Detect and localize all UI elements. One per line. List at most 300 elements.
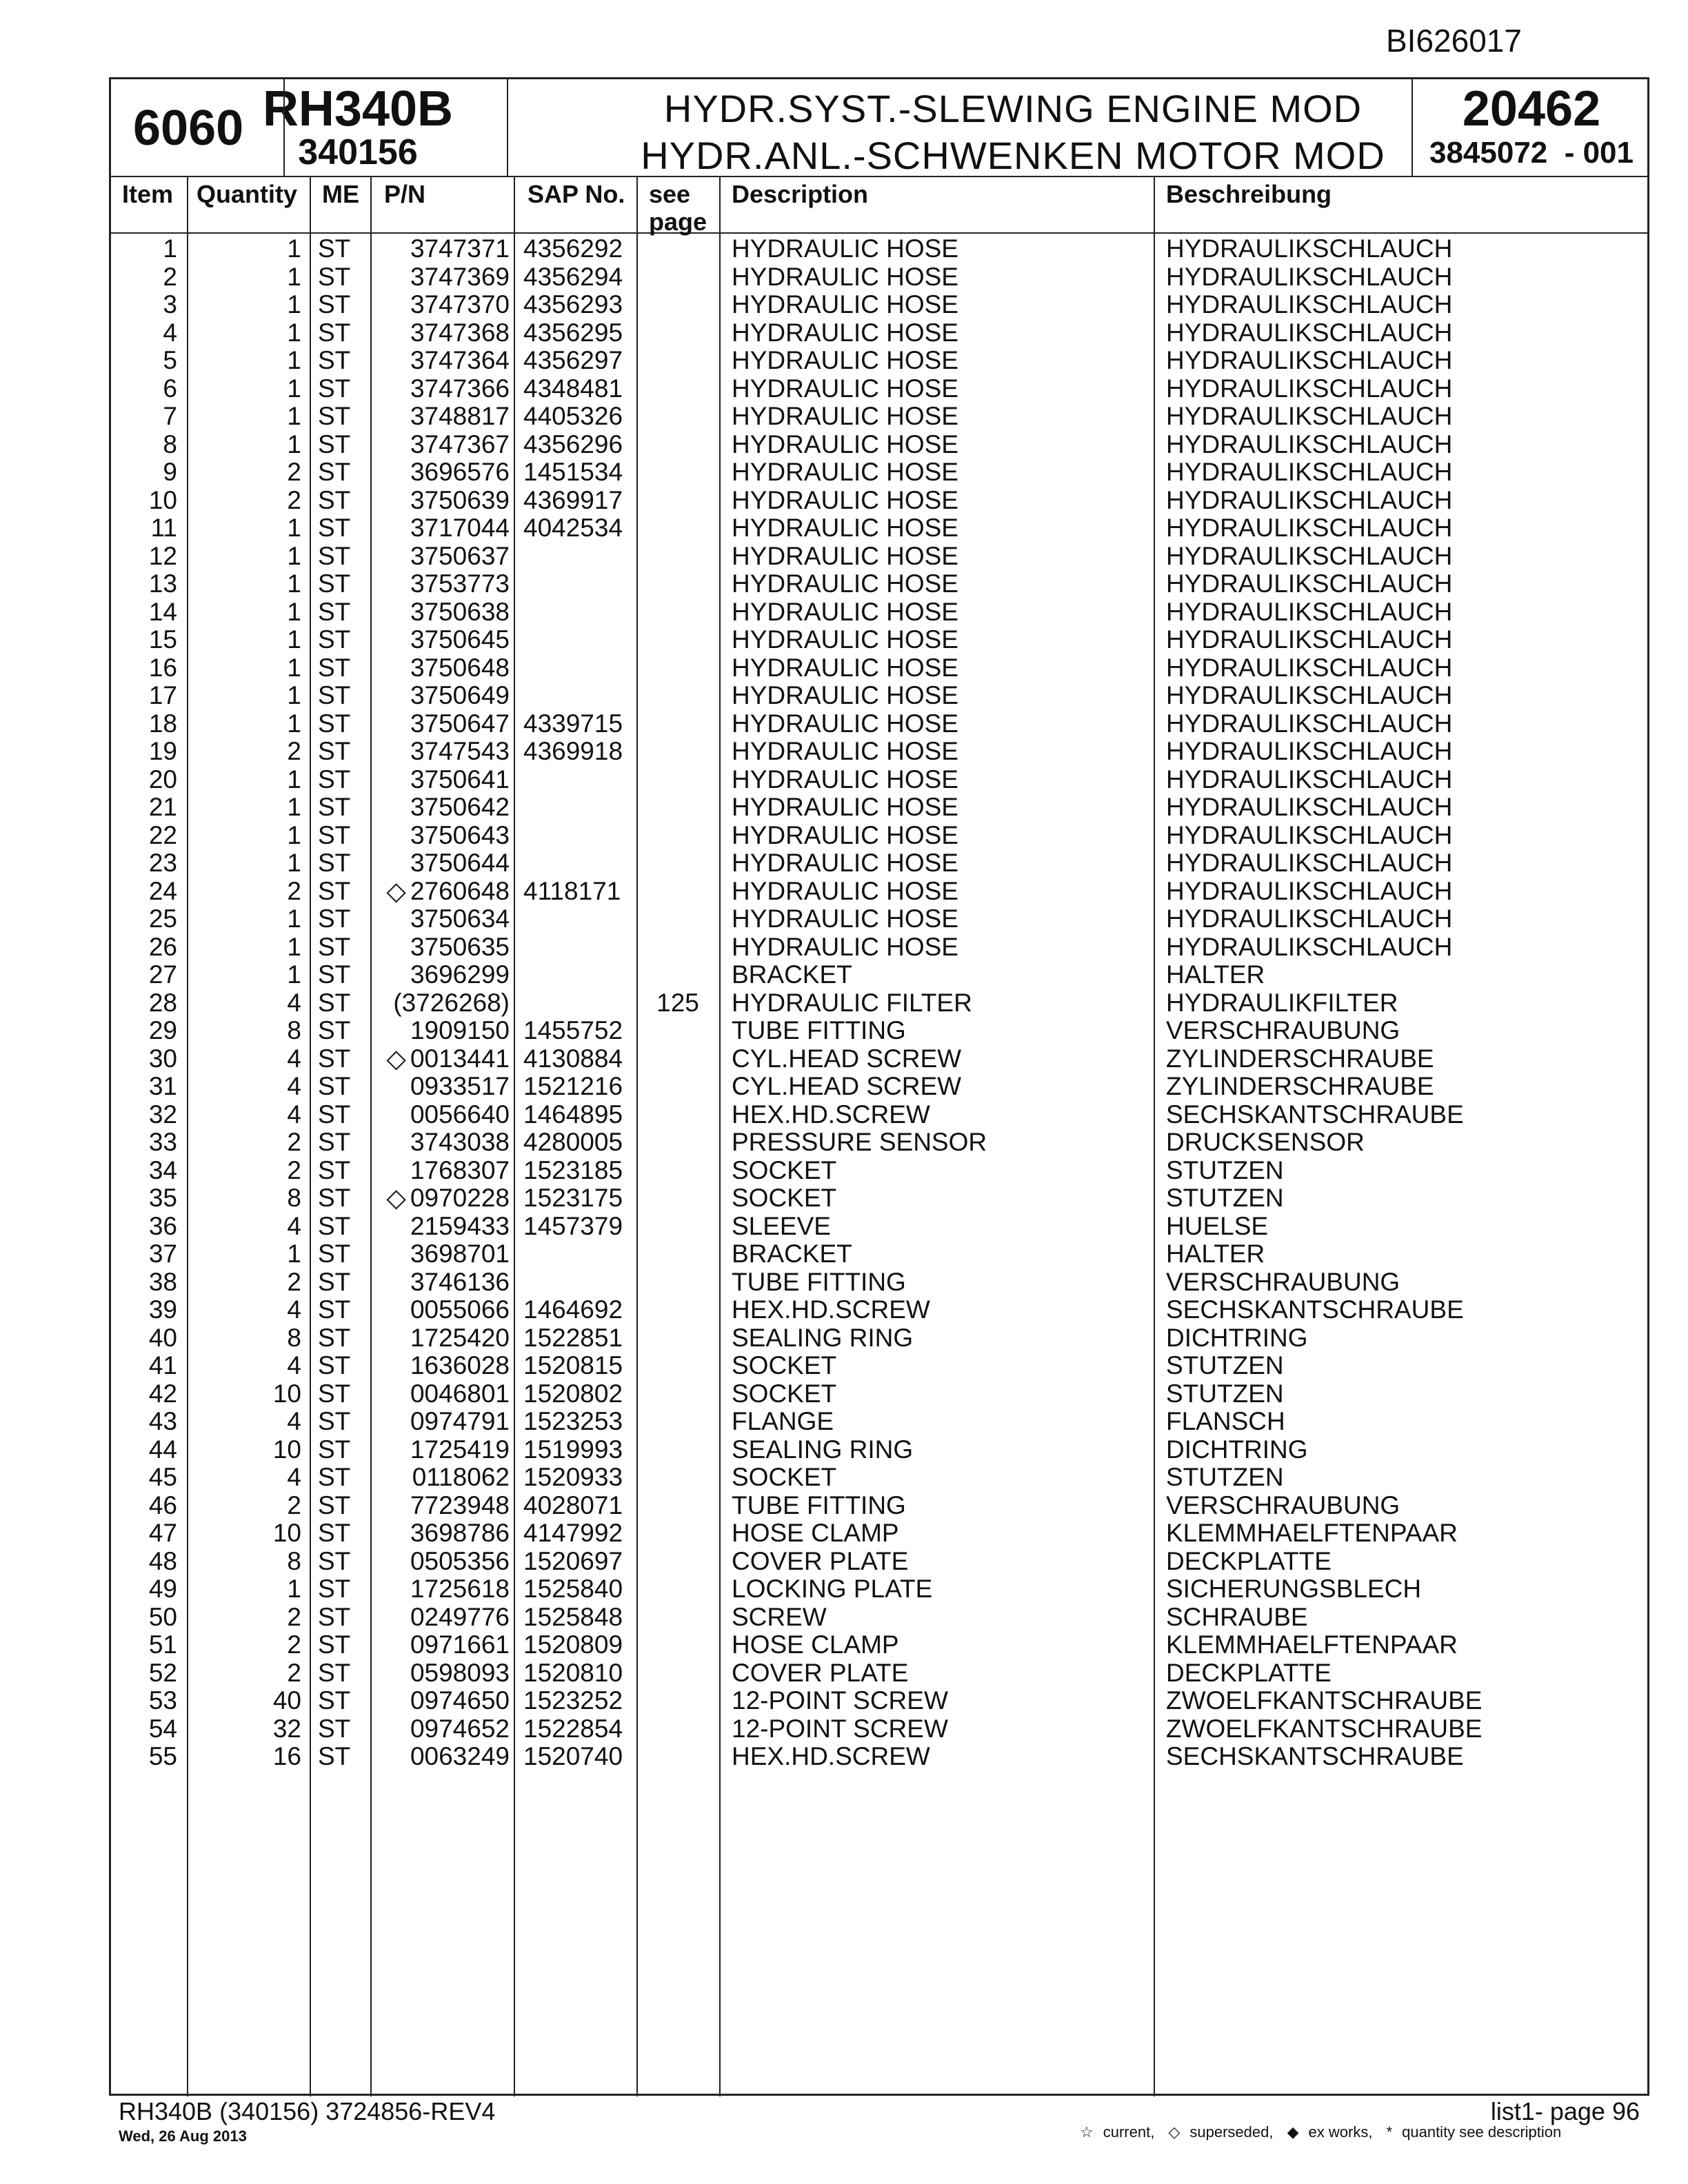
cell-description-text: SLEEVE (732, 1211, 831, 1240)
cell-item (111, 570, 177, 598)
table-row (111, 1436, 1647, 1464)
cell-me-text: ST (318, 1044, 351, 1073)
cell-beschreibung-text: DICHTRING (1166, 1323, 1308, 1352)
cell-quantity (187, 1659, 301, 1687)
cell-beschreibung (1166, 1184, 1635, 1212)
cell-pn (377, 989, 510, 1017)
cell-beschreibung (1166, 543, 1635, 570)
cell-item-text: 5 (163, 346, 177, 374)
cell-sap (523, 1687, 634, 1715)
cell-sap (523, 1184, 634, 1212)
cell-sap (523, 431, 634, 458)
cell-beschreibung (1166, 263, 1635, 291)
cell-item (111, 347, 177, 374)
cell-description-text: HYDRAULIC HOSE (732, 374, 958, 403)
cell-pn-text: 0056640 (410, 1100, 510, 1129)
cell-beschreibung (1166, 1408, 1635, 1435)
cell-item-text: 12 (148, 541, 177, 570)
cell-pn-text: 2159433 (410, 1211, 510, 1240)
cell-description-text: HYDRAULIC HOSE (732, 514, 958, 542)
cell-beschreibung-text: HYDRAULIKSCHLAUCH (1166, 290, 1453, 318)
table-row (111, 235, 1647, 263)
cell-quantity-text: 2 (287, 1267, 301, 1296)
cell-quantity-text: 4 (287, 1072, 301, 1100)
table-row (111, 570, 1647, 598)
cell-sap-text: 1455752 (523, 1016, 623, 1044)
cell-description-text: HEX.HD.SCREW (732, 1100, 930, 1129)
cell-sap (523, 1380, 634, 1408)
cell-me (318, 1631, 366, 1659)
cell-me (318, 1659, 366, 1687)
cell-quantity (187, 1464, 301, 1491)
table-row (111, 1324, 1647, 1353)
cell-me-text: ST (318, 1490, 351, 1519)
cell-quantity (187, 291, 301, 318)
cell-quantity (187, 1240, 301, 1268)
cell-sap (523, 375, 634, 403)
cell-beschreibung-text: HYDRAULIKSCHLAUCH (1166, 625, 1453, 654)
cell-pn-text: 3747368 (410, 318, 510, 347)
cell-beschreibung-text: SCHRAUBE (1166, 1602, 1308, 1631)
cell-me (318, 1101, 366, 1129)
cell-beschreibung-text: HYDRAULIKSCHLAUCH (1166, 904, 1453, 933)
cell-me (318, 1352, 366, 1379)
cell-description-text: SOCKET (732, 1379, 837, 1408)
cell-beschreibung-text: HYDRAULIKSCHLAUCH (1166, 932, 1453, 961)
cell-pn-text: 3750641 (410, 765, 510, 793)
cell-pn (377, 1715, 510, 1743)
cell-pn (377, 319, 510, 347)
cell-me (318, 1017, 366, 1044)
cell-quantity-text: 2 (287, 737, 301, 765)
cell-pn-text: 3750642 (410, 793, 510, 821)
cell-quantity-text: 1 (287, 514, 301, 542)
cell-sap-text: 4280005 (523, 1128, 623, 1156)
cell-description-text: 12-POINT SCREW (732, 1686, 948, 1715)
cell-pn (377, 793, 510, 821)
table-row (111, 1213, 1647, 1241)
cell-description (732, 1017, 1145, 1044)
cell-beschreibung-text: HYDRAULIKSCHLAUCH (1166, 402, 1453, 430)
cell-me-text: ST (318, 374, 351, 403)
cell-quantity-text: 2 (287, 1630, 301, 1659)
table-row (111, 1073, 1647, 1101)
cell-description (732, 1101, 1145, 1129)
cell-me (318, 1324, 366, 1352)
cell-beschreibung-text: HYDRAULIKFILTER (1166, 988, 1398, 1017)
cell-sap-text: 1522851 (523, 1323, 623, 1352)
cell-item-text: 27 (148, 960, 177, 989)
cell-item-text: 36 (148, 1211, 177, 1240)
cell-pn (377, 1240, 510, 1268)
cell-sap (523, 710, 634, 738)
cell-pn (377, 263, 510, 291)
cell-sap (523, 347, 634, 374)
cell-sap (523, 458, 634, 486)
cell-quantity (187, 793, 301, 821)
cell-item-text: 49 (148, 1575, 177, 1603)
cell-beschreibung (1166, 403, 1635, 430)
cell-sap-text: 1523253 (523, 1407, 623, 1435)
cell-beschreibung (1166, 654, 1635, 682)
cell-pn-text: 3746136 (410, 1267, 510, 1296)
title-german: HYDR.ANL.-SCHWENKEN MOTOR MOD (641, 134, 1385, 177)
cell-description-text: HYDRAULIC FILTER (732, 988, 972, 1017)
cell-item (111, 905, 177, 933)
title-english: HYDR.SYST.-SLEWING ENGINE MOD (663, 87, 1363, 130)
cell-item (111, 1017, 177, 1044)
cell-pn (377, 570, 510, 598)
cell-me-text: ST (318, 1519, 351, 1547)
cell-item (111, 1408, 177, 1435)
cell-beschreibung-text: HYDRAULIKSCHLAUCH (1166, 569, 1453, 598)
cell-item-text: 15 (148, 625, 177, 654)
table-row (111, 291, 1647, 319)
table-row (111, 403, 1647, 431)
cell-beschreibung-text: DECKPLATTE (1166, 1658, 1332, 1687)
cell-quantity (187, 1575, 301, 1603)
cell-pn-text: 0249776 (410, 1602, 510, 1631)
table-row (111, 431, 1647, 459)
cell-beschreibung-text: STUTZEN (1166, 1351, 1284, 1379)
cell-sap-text: 1520802 (523, 1379, 623, 1408)
cell-quantity-text: 1 (287, 234, 301, 263)
cell-beschreibung (1166, 1380, 1635, 1408)
cell-beschreibung-text: HYDRAULIKSCHLAUCH (1166, 709, 1453, 738)
table-row (111, 1715, 1647, 1743)
cell-beschreibung (1166, 598, 1635, 626)
cell-pn (377, 1548, 510, 1575)
cell-beschreibung (1166, 1296, 1635, 1324)
cell-description-text: SEALING RING (732, 1435, 914, 1464)
cell-description-text: HEX.HD.SCREW (732, 1295, 930, 1324)
cell-item (111, 822, 177, 849)
cell-pn-text: 3748817 (410, 402, 510, 430)
cell-beschreibung-text: HUELSE (1166, 1211, 1269, 1240)
cell-item-text: 17 (148, 681, 177, 709)
cell-description (732, 1213, 1145, 1240)
legend-superseded: superseded, (1189, 2123, 1274, 2141)
table-row (111, 458, 1647, 487)
cell-quantity (187, 626, 301, 654)
cell-quantity (187, 1715, 301, 1743)
cell-beschreibung (1166, 570, 1635, 598)
cell-pn-text: 1636028 (410, 1351, 510, 1379)
cell-me-text: ST (318, 1240, 351, 1268)
cell-sap (523, 878, 634, 905)
cell-sap-text: 1523252 (523, 1686, 623, 1715)
cell-quantity (187, 961, 301, 989)
cell-me-text: ST (318, 1295, 351, 1324)
cell-me (318, 403, 366, 430)
table-row (111, 1380, 1647, 1408)
table-row (111, 1101, 1647, 1129)
table-row (111, 1045, 1647, 1073)
cell-me-text: ST (318, 681, 351, 709)
cell-pn-text: 1909150 (410, 1016, 510, 1044)
cell-description (732, 682, 1145, 709)
table-row (111, 933, 1647, 962)
cell-me (318, 1715, 366, 1743)
cell-sap (523, 1296, 634, 1324)
cell-pn-text: 3747370 (410, 290, 510, 318)
cell-item (111, 933, 177, 961)
cell-pn-text: 3750647 (410, 709, 510, 738)
cell-quantity (187, 1184, 301, 1212)
cell-quantity (187, 403, 301, 430)
cell-quantity-text: 10 (272, 1519, 301, 1547)
cell-quantity (187, 1519, 301, 1547)
title-cell (503, 79, 1523, 177)
cell-quantity (187, 822, 301, 849)
cell-quantity (187, 1436, 301, 1464)
symbol-legend (1080, 2123, 1571, 2141)
cell-description (732, 1519, 1145, 1547)
header-vline-3 (1411, 79, 1413, 177)
cell-sap (523, 403, 634, 430)
cell-quantity-text: 1 (287, 597, 301, 626)
cell-item-text: 46 (148, 1490, 177, 1519)
cell-item (111, 682, 177, 709)
cell-item (111, 1575, 177, 1603)
cell-description-text: HYDRAULIC HOSE (732, 234, 958, 263)
cell-quantity-text: 1 (287, 653, 301, 682)
cell-me-text: ST (318, 1128, 351, 1156)
cell-me (318, 1604, 366, 1631)
cell-beschreibung-text: ZWOELFKANTSCHRAUBE (1166, 1686, 1483, 1715)
cell-sap-text: 4348481 (523, 374, 623, 403)
cell-quantity-text: 16 (272, 1742, 301, 1770)
cell-sap-text: 4130884 (523, 1044, 623, 1073)
superseded-diamond-icon: ◇ (386, 876, 406, 905)
cell-sap (523, 1213, 634, 1240)
cell-me-text: ST (318, 653, 351, 682)
cell-quantity (187, 1213, 301, 1240)
cell-pn-text: 7723948 (410, 1490, 510, 1519)
cell-description-text: HYDRAULIC HOSE (732, 429, 958, 458)
cell-quantity-text: 2 (287, 485, 301, 514)
cell-description-text: TUBE FITTING (732, 1267, 906, 1296)
cell-sap-text: 1525848 (523, 1602, 623, 1631)
cell-beschreibung-text: HYDRAULIKSCHLAUCH (1166, 820, 1453, 849)
cell-me-text: ST (318, 1463, 351, 1491)
cell-item (111, 1352, 177, 1379)
cell-quantity-text: 2 (287, 1658, 301, 1687)
cell-me-text: ST (318, 1658, 351, 1687)
cell-me-text: ST (318, 429, 351, 458)
cell-pn (377, 1436, 510, 1464)
col-header-pn: P/N (384, 180, 426, 208)
cell-me-text: ST (318, 485, 351, 514)
cell-quantity-text: 1 (287, 429, 301, 458)
cell-description (732, 766, 1145, 793)
cell-me (318, 1184, 366, 1212)
cell-me (318, 849, 366, 877)
table-row (111, 598, 1647, 627)
cell-me (318, 1492, 366, 1519)
cell-item-text: 25 (148, 904, 177, 933)
cell-description (732, 1604, 1145, 1631)
cell-pn-text: 0974791 (410, 1407, 510, 1435)
cell-item (111, 961, 177, 989)
cell-me-text: ST (318, 1686, 351, 1715)
table-row (111, 1408, 1647, 1436)
cell-beschreibung (1166, 1464, 1635, 1491)
cell-description (732, 626, 1145, 654)
legend-current: current, (1103, 2123, 1155, 2141)
table-row (111, 1604, 1647, 1632)
cell-sap (523, 1715, 634, 1743)
cell-beschreibung (1166, 375, 1635, 403)
table-row (111, 682, 1647, 710)
cell-sap-text: 4405326 (523, 402, 623, 430)
cell-me (318, 1213, 366, 1240)
cell-pn (377, 1213, 510, 1240)
cell-sap (523, 1548, 634, 1575)
table-row (111, 1352, 1647, 1380)
table-row (111, 822, 1647, 850)
cell-me (318, 598, 366, 626)
cell-me (318, 878, 366, 905)
cell-me (318, 1548, 366, 1575)
cell-me (318, 1296, 366, 1324)
cell-pn-text: 3747367 (410, 429, 510, 458)
cell-quantity (187, 710, 301, 738)
cell-item-text: 20 (148, 765, 177, 793)
cell-quantity (187, 319, 301, 347)
cell-pn (377, 1268, 510, 1296)
cell-description (732, 319, 1145, 347)
cell-me (318, 654, 366, 682)
cell-sap-text: 1523185 (523, 1155, 623, 1184)
cell-quantity (187, 1352, 301, 1379)
col-header-page: page (649, 208, 707, 236)
cell-beschreibung (1166, 1157, 1635, 1184)
cell-sap (523, 1575, 634, 1603)
cell-quantity-text: 2 (287, 1602, 301, 1631)
cell-quantity-text: 40 (272, 1686, 301, 1715)
cell-sap-text: 1520933 (523, 1463, 623, 1491)
cell-pn (377, 849, 510, 877)
cell-me (318, 766, 366, 793)
cell-beschreibung (1166, 1715, 1635, 1743)
cell-pn (377, 822, 510, 849)
table-row (111, 1519, 1647, 1548)
cell-quantity (187, 1604, 301, 1631)
cell-beschreibung (1166, 905, 1635, 933)
cell-sap (523, 514, 634, 542)
cell-beschreibung (1166, 291, 1635, 318)
cell-beschreibung-text: DRUCKSENSOR (1166, 1128, 1365, 1156)
table-row (111, 654, 1647, 682)
cell-item-text: 21 (148, 793, 177, 821)
cell-description-text: HYDRAULIC HOSE (732, 653, 958, 682)
cell-me (318, 319, 366, 347)
cell-me-text: ST (318, 1016, 351, 1044)
cell-me-text: ST (318, 932, 351, 961)
cell-pn-text: 1768307 (410, 1155, 510, 1184)
cell-item-text: 42 (148, 1379, 177, 1408)
cell-sap (523, 738, 634, 765)
table-row (111, 1017, 1647, 1045)
cell-item-text: 31 (148, 1072, 177, 1100)
cell-me (318, 1464, 366, 1491)
cell-description (732, 347, 1145, 374)
cell-sap-text: 1519993 (523, 1435, 623, 1464)
cell-item-text: 37 (148, 1240, 177, 1268)
cell-quantity (187, 487, 301, 514)
table-row (111, 989, 1647, 1018)
table-row (111, 319, 1647, 347)
cell-beschreibung-text: HYDRAULIKSCHLAUCH (1166, 458, 1453, 486)
cell-sap-text: 4356297 (523, 346, 623, 374)
cell-beschreibung-text: STUTZEN (1166, 1184, 1284, 1212)
cell-beschreibung-text: HYDRAULIKSCHLAUCH (1166, 346, 1453, 374)
cell-sap-text: 4356296 (523, 429, 623, 458)
cell-quantity-text: 2 (287, 1490, 301, 1519)
cell-description (732, 989, 1145, 1017)
cell-sap-text: 1525840 (523, 1575, 623, 1603)
cell-pn-text: 3696576 (410, 458, 510, 486)
cell-item (111, 1743, 177, 1770)
cell-beschreibung (1166, 1101, 1635, 1129)
cell-item-text: 18 (148, 709, 177, 738)
cell-item (111, 431, 177, 458)
legend-quantity: quantity see description (1402, 2123, 1562, 2141)
cell-quantity-text: 1 (287, 820, 301, 849)
cell-item-text: 45 (148, 1463, 177, 1491)
cell-description (732, 1296, 1145, 1324)
cell-sap-text: 1464692 (523, 1295, 623, 1324)
cell-me (318, 570, 366, 598)
cell-beschreibung-text: HYDRAULIKSCHLAUCH (1166, 737, 1453, 765)
cell-me-text: ST (318, 1211, 351, 1240)
cell-sap-text: 1520810 (523, 1658, 623, 1687)
cell-beschreibung-text: HYDRAULIKSCHLAUCH (1166, 681, 1453, 709)
cell-pn-text: 3750649 (410, 681, 510, 709)
diamond-outline-icon: ◇ (1168, 2123, 1180, 2141)
cell-sap-text: 1522854 (523, 1714, 623, 1743)
cell-pn-text: 3750634 (410, 904, 510, 933)
cell-beschreibung (1166, 1575, 1635, 1603)
table-row (111, 961, 1647, 989)
cell-quantity (187, 654, 301, 682)
cell-beschreibung-text: STUTZEN (1166, 1463, 1284, 1491)
cell-me-text: ST (318, 1072, 351, 1100)
cell-beschreibung (1166, 710, 1635, 738)
cell-item (111, 626, 177, 654)
cell-description (732, 961, 1145, 989)
cell-me (318, 1129, 366, 1156)
table-row (111, 878, 1647, 906)
cell-me-text: ST (318, 569, 351, 598)
cell-quantity-text: 1 (287, 290, 301, 318)
cell-me-text: ST (318, 1100, 351, 1129)
table-row (111, 375, 1647, 403)
cell-description-text: HYDRAULIC HOSE (732, 820, 958, 849)
cell-description (732, 375, 1145, 403)
cell-sap (523, 1129, 634, 1156)
cell-item-text: 33 (148, 1128, 177, 1156)
document-id: BI626017 (1386, 23, 1522, 59)
superseded-diamond-icon: ◇ (386, 1044, 406, 1073)
col-header-quantity: Quantity (197, 180, 298, 208)
cell-beschreibung (1166, 766, 1635, 793)
cell-beschreibung-text: ZYLINDERSCHRAUBE (1166, 1072, 1434, 1100)
cell-description (732, 458, 1145, 486)
table-row (111, 1240, 1647, 1268)
cell-me (318, 905, 366, 933)
